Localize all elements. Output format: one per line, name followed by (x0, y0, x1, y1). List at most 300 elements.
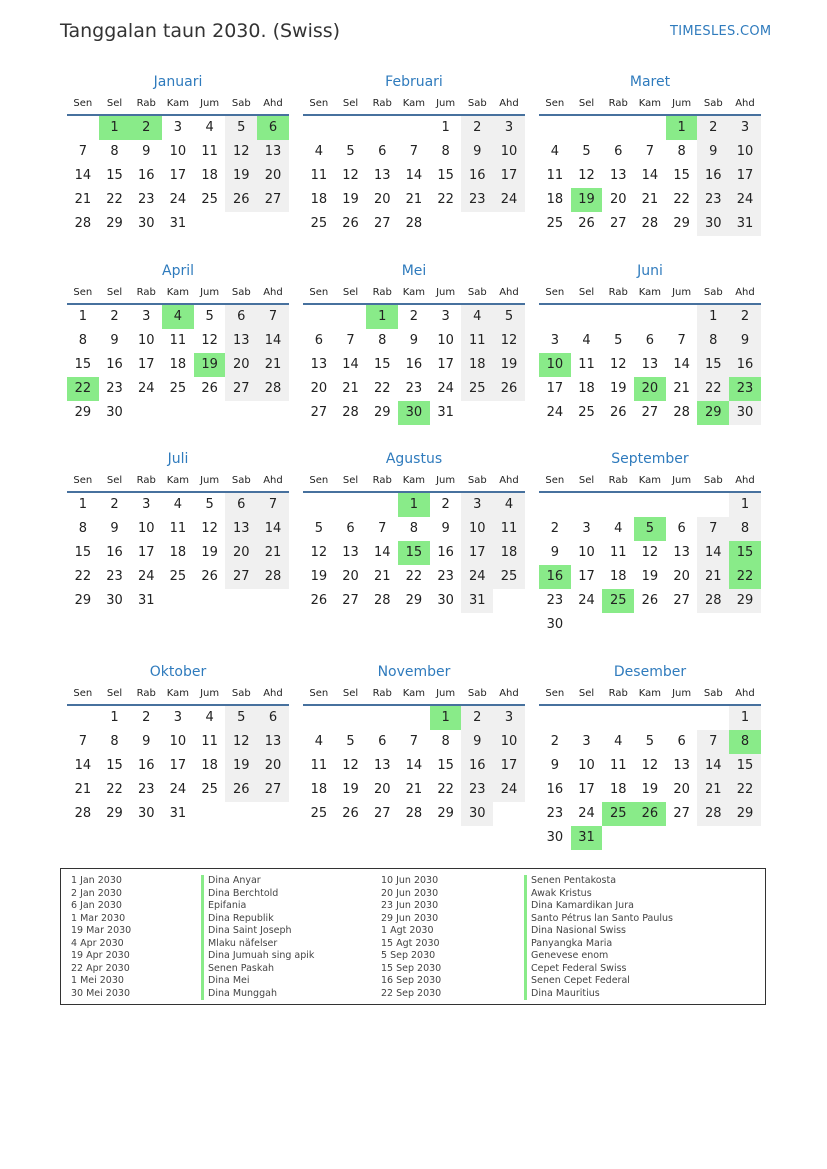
weekday-header (539, 473, 761, 493)
day-cell: 26 (201, 381, 218, 396)
day-cell: 23 (546, 806, 564, 821)
day-cell: 5 (225, 706, 257, 730)
day-cell: 14 (257, 517, 289, 541)
day-cell: 2 (409, 309, 419, 324)
day-cell: 28 (342, 405, 359, 420)
day-cell: 10 (137, 333, 155, 348)
day-cell: 9 (110, 333, 119, 348)
weekday-label: Sel (106, 475, 123, 486)
empty-cell (634, 706, 666, 730)
day-cell: 23 (546, 593, 564, 608)
day-cell: 7 (645, 144, 655, 159)
weekday-label: Ahd (499, 688, 519, 699)
day-cell: 29 (74, 405, 92, 420)
day-cell: 4 (173, 497, 183, 512)
day-cell: 21 (257, 541, 289, 565)
day-cell: 15 (74, 545, 92, 560)
day-cell: 18 (310, 782, 328, 797)
day-cell: 4 (314, 144, 323, 159)
day-cell: 19 (641, 782, 659, 797)
holiday-day: 5 (634, 517, 666, 541)
day-cell: 17 (137, 357, 155, 372)
weekday-label: Ahd (499, 287, 519, 298)
empty-cell (539, 305, 571, 329)
day-cell: 29 (437, 806, 454, 821)
weekday-label: Rab (136, 688, 156, 699)
weekday-label: Kam (638, 287, 662, 298)
weekday-label: Jum (672, 98, 692, 109)
weekday-label: Ahd (735, 688, 755, 699)
holiday-date: 15 Agt 2030 (381, 937, 440, 949)
month-november (303, 662, 525, 826)
day-cell: 30 (546, 830, 564, 845)
holiday-name: Dina Mei (201, 975, 250, 988)
day-cell: 3 (493, 706, 525, 730)
day-cell: 5 (314, 521, 323, 536)
day-cell: 13 (673, 545, 690, 560)
day-cell: 10 (493, 730, 525, 754)
day-cell: 22 (437, 782, 454, 797)
weekday-label: Sab (703, 98, 723, 109)
day-cell: 19 (493, 353, 525, 377)
day-cell: 3 (550, 333, 559, 348)
weekday-label: Ahd (263, 287, 283, 298)
day-cell: 28 (74, 216, 92, 231)
day-cell: 4 (493, 493, 525, 517)
day-cell: 17 (578, 569, 595, 584)
day-cell: 26 (609, 405, 627, 420)
day-cell: 23 (106, 381, 123, 396)
day-cell: 22 (437, 192, 454, 207)
day-cell: 21 (641, 192, 659, 207)
day-cell: 14 (405, 168, 423, 183)
day-cell: 16 (697, 164, 729, 188)
day-cell: 29 (729, 802, 761, 826)
weekday-label: Sen (545, 688, 565, 699)
day-cell: 24 (437, 381, 454, 396)
day-cell: 2 (550, 734, 559, 749)
day-cell: 19 (225, 754, 257, 778)
day-cell: 20 (310, 381, 328, 396)
empty-cell (67, 706, 99, 730)
weekday-label: Jum (672, 688, 692, 699)
holiday-date: 1 Agt 2030 (381, 925, 434, 936)
day-cell: 7 (257, 493, 289, 517)
day-cell: 14 (257, 329, 289, 353)
day-cell: 26 (342, 806, 359, 821)
day-cell: 25 (310, 806, 328, 821)
weekday-label: Rab (372, 98, 392, 109)
day-cell: 23 (697, 188, 729, 212)
day-cell: 6 (677, 734, 686, 749)
day-cell: 31 (461, 589, 493, 613)
day-cell: 17 (169, 168, 187, 183)
day-cell: 21 (342, 381, 359, 396)
day-cell: 24 (729, 188, 761, 212)
day-cell: 24 (169, 782, 187, 797)
day-cell: 29 (373, 405, 391, 420)
holiday-date: 16 Sep 2030 (381, 975, 442, 986)
weekday-label: Sel (578, 475, 595, 486)
month-name: Februari (385, 74, 443, 90)
day-cell: 19 (201, 545, 218, 560)
day-cell: 11 (546, 168, 564, 183)
day-cell: 24 (578, 593, 595, 608)
day-cell: 26 (641, 593, 659, 608)
empty-cell (634, 116, 666, 140)
month-desember (539, 662, 761, 850)
month-name: Juni (637, 263, 663, 279)
month-mei (303, 261, 525, 425)
day-cell: 25 (461, 377, 493, 401)
holiday-date: 6 Jan 2030 (71, 900, 122, 911)
month-name: Januari (153, 74, 203, 90)
day-cell: 2 (441, 497, 450, 512)
day-cell: 12 (493, 329, 525, 353)
holiday-name: Dina Mauritius (524, 988, 600, 1001)
day-cell: 18 (609, 569, 627, 584)
empty-cell (366, 116, 398, 140)
day-cell: 30 (729, 401, 761, 425)
holiday-date: 19 Mar 2030 (71, 925, 132, 936)
weekday-label: Rab (372, 475, 392, 486)
day-cell: 14 (697, 541, 729, 565)
day-cell: 29 (673, 216, 690, 231)
day-cell: 9 (409, 333, 419, 348)
day-cell: 25 (546, 216, 564, 231)
day-cell: 6 (225, 305, 257, 329)
day-cell: 15 (437, 168, 454, 183)
holiday-day: 1 (398, 493, 430, 517)
day-cell: 26 (578, 216, 595, 231)
day-grid (539, 116, 761, 236)
day-cell: 1 (729, 493, 761, 517)
day-cell: 29 (729, 589, 761, 613)
holiday-name: Mlaku näfelser (201, 938, 277, 951)
day-cell: 13 (342, 545, 359, 560)
day-cell: 25 (310, 216, 328, 231)
day-cell: 13 (641, 357, 659, 372)
weekday-label: Jum (200, 688, 220, 699)
holiday-day: 15 (398, 541, 430, 565)
day-cell: 8 (677, 144, 686, 159)
day-cell: 1 (110, 710, 119, 725)
holiday-date: 5 Sep 2030 (381, 950, 436, 961)
holiday-day: 4 (162, 305, 194, 329)
weekday-label: Jum (200, 287, 220, 298)
holiday-date: 1 Jan 2030 (71, 875, 122, 886)
weekday-header (67, 285, 289, 305)
holiday-date: 20 Jun 2030 (381, 887, 439, 899)
day-cell: 22 (405, 569, 423, 584)
day-cell: 17 (546, 381, 564, 396)
weekday-label: Sen (545, 98, 565, 109)
day-cell: 6 (378, 734, 387, 749)
day-grid (67, 706, 289, 826)
day-cell: 9 (461, 730, 493, 754)
weekday-label: Sel (342, 688, 359, 699)
day-cell: 18 (201, 758, 218, 773)
month-januari (67, 72, 289, 236)
empty-cell (303, 493, 335, 517)
day-cell: 25 (578, 405, 595, 420)
holiday-name: Dina Republik (201, 913, 274, 926)
day-cell: 31 (169, 806, 187, 821)
day-cell: 22 (106, 192, 123, 207)
weekday-label: Ahd (263, 688, 283, 699)
month-september (539, 449, 761, 637)
day-cell: 21 (697, 778, 729, 802)
month-name: Oktober (149, 664, 207, 680)
empty-cell (602, 706, 634, 730)
empty-cell (571, 116, 603, 140)
day-cell: 27 (225, 377, 257, 401)
month-name: April (162, 263, 194, 279)
weekday-label: Sab (467, 287, 487, 298)
empty-cell (697, 706, 729, 730)
day-cell: 26 (342, 216, 359, 231)
day-cell: 1 (729, 706, 761, 730)
day-cell: 30 (137, 806, 155, 821)
day-cell: 4 (205, 120, 214, 135)
day-cell: 28 (373, 593, 391, 608)
day-cell: 20 (342, 569, 359, 584)
day-cell: 30 (697, 212, 729, 236)
day-cell: 25 (201, 782, 218, 797)
day-cell: 7 (78, 734, 87, 749)
weekday-label: Sel (342, 287, 359, 298)
weekday-label: Rab (136, 287, 156, 298)
weekday-label: Rab (136, 98, 156, 109)
day-cell: 24 (546, 405, 564, 420)
day-cell: 4 (314, 734, 323, 749)
day-cell: 11 (201, 144, 218, 159)
weekday-label: Sen (73, 287, 93, 298)
day-cell: 23 (437, 569, 454, 584)
weekday-label: Ahd (499, 98, 519, 109)
weekday-label: Sen (73, 688, 93, 699)
day-cell: 17 (493, 754, 525, 778)
day-cell: 9 (729, 329, 761, 353)
day-cell: 3 (173, 710, 183, 725)
weekday-header (303, 96, 525, 116)
day-cell: 4 (205, 710, 214, 725)
day-cell: 22 (74, 569, 92, 584)
brand-link[interactable]: TIMESLES.COM (670, 24, 772, 39)
holiday-day: 1 (99, 116, 131, 140)
day-cell: 11 (609, 545, 627, 560)
day-cell: 12 (342, 758, 359, 773)
day-cell: 20 (673, 569, 690, 584)
empty-cell (398, 706, 430, 730)
day-cell: 19 (609, 381, 627, 396)
empty-cell (539, 116, 571, 140)
day-cell: 21 (74, 192, 92, 207)
day-cell: 18 (169, 357, 187, 372)
month-name: September (611, 451, 689, 467)
day-cell: 9 (110, 521, 119, 536)
day-cell: 24 (169, 192, 187, 207)
holiday-day: 2 (130, 116, 162, 140)
day-cell: 3 (173, 120, 183, 135)
day-cell: 12 (225, 140, 257, 164)
day-cell: 29 (106, 216, 123, 231)
day-cell: 30 (106, 405, 123, 420)
day-cell: 15 (373, 357, 391, 372)
weekday-label: Jum (200, 475, 220, 486)
holiday-name: Dina Saint Joseph (201, 925, 292, 938)
weekday-label: Rab (372, 688, 392, 699)
day-cell: 22 (673, 192, 690, 207)
holiday-name: Dina Munggah (201, 988, 277, 1001)
day-cell: 13 (257, 730, 289, 754)
holiday-day: 10 (539, 353, 571, 377)
day-cell: 4 (614, 734, 623, 749)
day-cell: 21 (74, 782, 92, 797)
day-cell: 16 (106, 357, 123, 372)
day-cell: 15 (673, 168, 690, 183)
day-cell: 24 (461, 565, 493, 589)
day-cell: 6 (378, 144, 387, 159)
day-cell: 22 (106, 782, 123, 797)
day-cell: 7 (697, 730, 729, 754)
day-cell: 29 (74, 593, 92, 608)
day-cell: 21 (373, 569, 391, 584)
day-cell: 23 (137, 782, 155, 797)
weekday-label: Rab (608, 287, 628, 298)
page-title: Tanggalan taun 2030. (Swiss) (60, 20, 341, 42)
holiday-day: 1 (366, 305, 398, 329)
weekday-header (67, 96, 289, 116)
empty-cell (335, 706, 367, 730)
weekday-label: Ahd (735, 475, 755, 486)
weekday-label: Sen (545, 475, 565, 486)
day-cell: 1 (441, 120, 450, 135)
day-cell: 16 (461, 164, 493, 188)
day-cell: 18 (201, 168, 218, 183)
day-cell: 7 (378, 521, 387, 536)
holiday-name: Panyangka Maria (524, 938, 612, 951)
day-cell: 10 (729, 140, 761, 164)
day-cell: 11 (310, 168, 328, 183)
day-cell: 27 (342, 593, 359, 608)
empty-cell (398, 116, 430, 140)
day-cell: 3 (582, 521, 591, 536)
day-cell: 16 (729, 353, 761, 377)
day-cell: 18 (461, 353, 493, 377)
day-cell: 6 (314, 333, 323, 348)
day-cell: 30 (437, 593, 454, 608)
day-cell: 5 (493, 305, 525, 329)
day-cell: 12 (641, 545, 659, 560)
weekday-label: Kam (402, 688, 426, 699)
holiday-date: 22 Apr 2030 (71, 962, 130, 974)
weekday-label: Kam (638, 475, 662, 486)
day-cell: 18 (578, 381, 595, 396)
day-cell: 7 (346, 333, 355, 348)
day-cell: 3 (493, 116, 525, 140)
holiday-date: 22 Sep 2030 (381, 987, 442, 999)
day-cell: 13 (225, 329, 257, 353)
day-cell: 5 (582, 144, 591, 159)
day-cell: 20 (373, 782, 391, 797)
day-cell: 30 (106, 593, 123, 608)
holiday-date: 29 Jun 2030 (381, 912, 439, 924)
day-cell: 1 (78, 309, 87, 324)
day-cell: 27 (373, 216, 391, 231)
weekday-label: Sen (73, 98, 93, 109)
holiday-name: Awak Kristus (524, 888, 592, 901)
weekday-label: Rab (608, 98, 628, 109)
holiday-day: 20 (634, 377, 666, 401)
day-cell: 17 (578, 782, 595, 797)
day-cell: 31 (729, 212, 761, 236)
day-cell: 9 (142, 734, 151, 749)
day-cell: 28 (405, 216, 423, 231)
month-oktober (67, 662, 289, 826)
day-cell: 28 (673, 405, 690, 420)
day-cell: 6 (614, 144, 623, 159)
holiday-day: 16 (539, 565, 571, 589)
holiday-date: 2 Jan 2030 (71, 887, 122, 899)
day-cell: 28 (697, 589, 729, 613)
day-cell: 17 (461, 541, 493, 565)
day-cell: 23 (106, 569, 123, 584)
day-cell: 2 (461, 706, 493, 730)
weekday-label: Kam (638, 688, 662, 699)
day-cell: 24 (578, 806, 595, 821)
day-cell: 8 (441, 144, 450, 159)
day-cell: 15 (74, 357, 92, 372)
empty-cell (571, 493, 603, 517)
empty-cell (67, 116, 99, 140)
holiday-day: 26 (634, 802, 666, 826)
day-cell: 8 (378, 333, 387, 348)
day-cell: 16 (106, 545, 123, 560)
day-cell: 19 (342, 782, 359, 797)
holiday-name: Dina Anyar (201, 875, 261, 888)
day-grid (67, 493, 289, 613)
day-cell: 12 (342, 168, 359, 183)
day-cell: 20 (257, 164, 289, 188)
day-cell: 23 (461, 188, 493, 212)
month-juli (67, 449, 289, 613)
holiday-date: 30 Mei 2030 (71, 987, 130, 999)
holiday-day: 25 (602, 589, 634, 613)
day-cell: 14 (74, 168, 92, 183)
month-name: November (377, 664, 451, 680)
day-cell: 24 (137, 569, 155, 584)
weekday-label: Rab (136, 475, 156, 486)
weekday-label: Kam (638, 98, 662, 109)
holiday-date: 15 Sep 2030 (381, 962, 442, 974)
weekday-label: Ahd (499, 475, 519, 486)
day-cell: 26 (225, 188, 257, 212)
day-cell: 22 (373, 381, 391, 396)
weekday-label: Jum (200, 98, 220, 109)
weekday-label: Sab (467, 98, 487, 109)
day-cell: 5 (346, 734, 355, 749)
holiday-date: 1 Mei 2030 (71, 975, 124, 986)
day-cell: 9 (550, 758, 559, 773)
day-cell: 2 (461, 116, 493, 140)
day-cell: 5 (205, 309, 214, 324)
day-cell: 26 (225, 778, 257, 802)
day-cell: 2 (550, 521, 559, 536)
weekday-label: Jum (436, 475, 456, 486)
weekday-label: Sen (73, 475, 93, 486)
day-cell: 31 (137, 593, 155, 608)
